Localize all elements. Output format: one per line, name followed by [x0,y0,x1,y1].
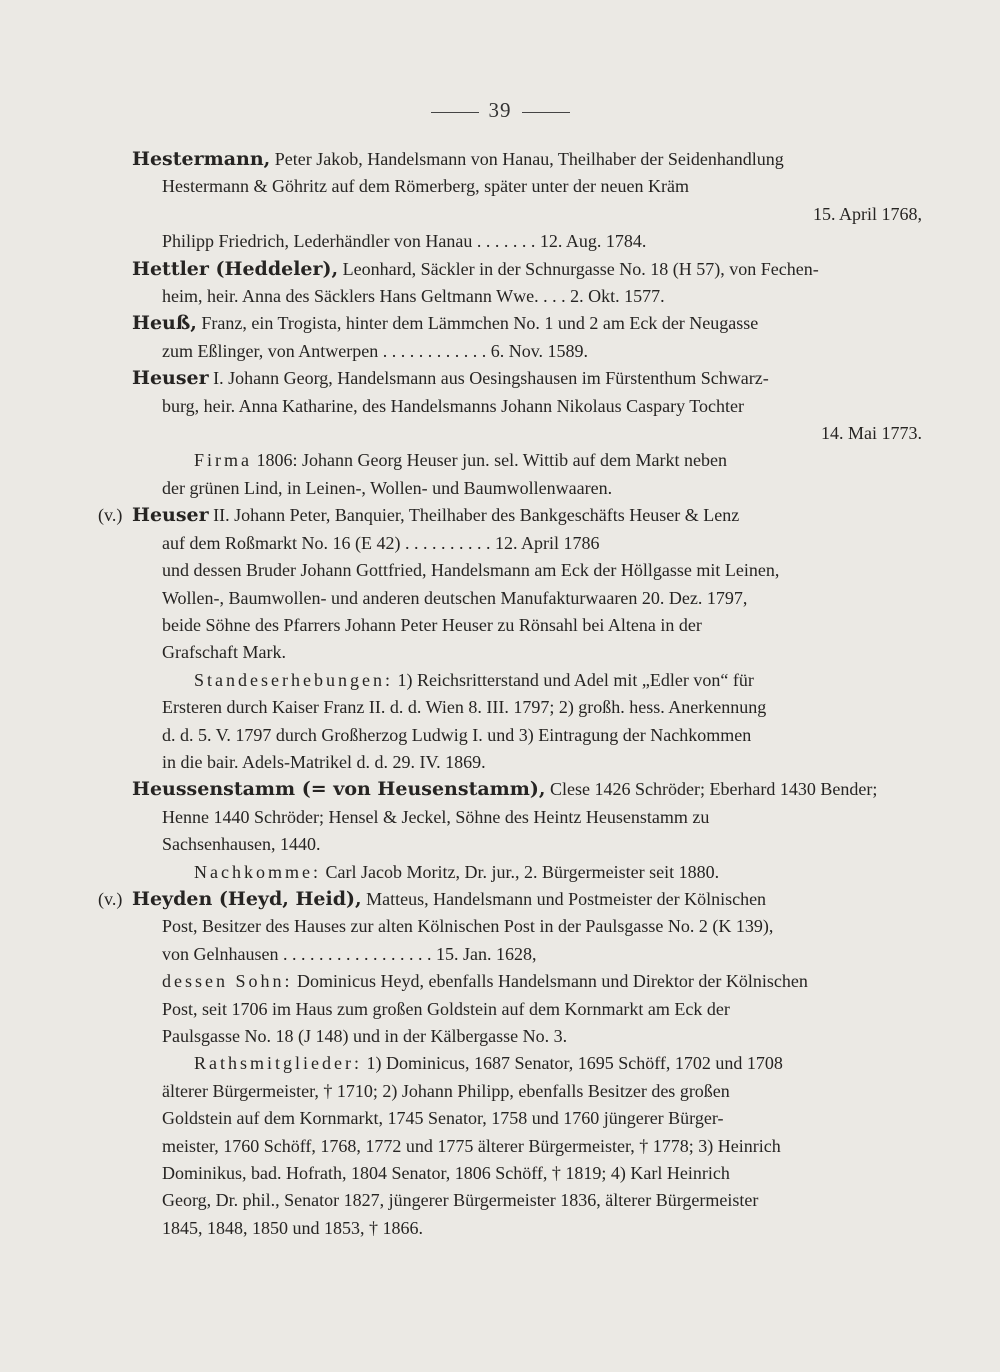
text-line: burg, heir. Anna Katharine, des Handelsmanns Johann Nikolaus Caspary Tochter [162,395,744,416]
text-line: Nachkomme: Carl Jacob Moritz, Dr. jur., 2. Bürgermeister seit 1880. [194,861,720,882]
text-line: Philipp Friedrich, Lederhändler von Hanau . . . . . . . 12. Aug. 1784. [162,231,647,252]
text-line: Heuser I. Johann Georg, Handelsmann aus Oesingshausen im Fürstenthum Schwarz- [132,367,769,390]
text-line: in die bair. Adels-Matrikel d. d. 29. IV. 1869. [162,751,486,772]
text-line: (v.) Heuser II. Johann Peter, Banquier, Theilhaber des Bankgeschäfts Heuser & Lenz [132,502,922,529]
entry-heading: Heuß, [132,312,197,335]
text-line: auf dem Roßmarkt No. 16 (E 42) . . . . . . . . . . 12. April 1786 [162,532,600,553]
text-line: d. d. 5. V. 1797 durch Großherzog Ludwig I. und 3) Eintragung der Nachkommen [162,724,752,745]
entry-heading: Heussenstamm (= von Heusenstamm), [132,778,546,801]
text-line: Ersteren durch Kaiser Franz II. d. d. Wien 8. III. 1797; 2) großh. hess. Anerkennung [162,697,767,718]
text-line: Heussenstamm (= von Heusenstamm), Clese 1426 Schröder; Eberhard 1430 Bender; [132,778,878,801]
page-header [0,98,1000,123]
text-line: Henne 1440 Schröder; Hensel & Jeckel, Söhne des Heintz Heusenstamm zu [162,806,710,827]
ornament-right-icon [522,112,570,113]
text-line: Dominikus, bad. Hofrath, 1804 Senator, 1806 Schöff, † 1819; 4) Karl Heinrich [162,1163,730,1184]
text-line: Hestermann, Peter Jakob, Handelsmann von Hanau, Theilhaber der Seidenhandlung [132,148,784,170]
text-line: 15. April 1768, [812,203,922,224]
entry-heading: Hestermann, [132,148,271,170]
text-line: meister, 1760 Schöff, 1768, 1772 und 1775 älterer Bürgermeister, † 1778; 3) Heinrich [162,1135,781,1156]
page-number: 39 [488,98,512,122]
entry-heading: Heuser [132,504,209,527]
text-line: Firma 1806: Johann Georg Heuser jun. sel. Wittib auf dem Markt neben [194,450,728,471]
entry-heading: Hettler (Heddeler), [132,257,339,280]
text-line: (v.) Heyden (Heyd, Heid), Matteus, Handelsmann und Postmeister der Kölnischen [132,886,922,913]
text-line: Heuß, Franz, ein Trogista, hinter dem Lämmchen No. 1 und 2 am Eck der Neugasse [132,312,759,335]
text-line: von Gelnhausen . . . . . . . . . . . . . . . . . 15. Jan. 1628, [162,943,537,964]
text-line: älterer Bürgermeister, † 1710; 2) Johann Philipp, ebenfalls Besitzer des großen [162,1080,730,1101]
text-line: dessen Sohn: Dominicus Heyd, ebenfalls Handelsmann und Direktor der Kölnischen [162,971,808,992]
entry-heading: Heuser [132,367,209,390]
text-line: Goldstein auf dem Kornmarkt, 1745 Senator, 1758 und 1760 jüngerer Bürger- [162,1108,724,1129]
text-line: und dessen Bruder Johann Gottfried, Handelsmann am Eck der Höllgasse mit Leinen, [162,560,780,581]
text-line: Standeserhebungen: 1) Reichsritterstand und Adel mit „Edler von“ für [194,669,754,690]
text-line: 1845, 1848, 1850 und 1853, † 1866. [162,1217,423,1238]
text-line: Post, seit 1706 im Haus zum großen Goldstein auf dem Kornmarkt am Eck der [162,998,730,1019]
text-line: der grünen Lind, in Leinen-, Wollen- und Baumwollenwaaren. [162,477,613,498]
text-line: Wollen-, Baumwollen- und anderen deutschen Manufakturwaaren 20. Dez. 1797, [162,587,748,608]
text-line: Sachsenhausen, 1440. [162,834,321,855]
text-line: heim, heir. Anna des Säcklers Hans Geltmann Wwe. . . . 2. Okt. 1577. [162,286,665,307]
nobility-mark: (v.) [98,888,123,909]
text-line: Paulsgasse No. 18 (J 148) und in der Kälbergasse No. 3. [162,1026,568,1046]
ornament-left-icon [431,112,479,113]
text-line: Georg, Dr. phil., Senator 1827, jüngerer Bürgermeister 1836, älterer Bürgermeister [162,1190,759,1211]
document-body [98,146,922,1242]
text-line: Hestermann & Göhritz auf dem Römerberg, später unter der neuen Kräm [162,176,689,197]
text-line: Rathsmitglieder: 1) Dominicus, 1687 Senator, 1695 Schöff, 1702 und 1708 [194,1053,783,1074]
text-line: 14. Mai 1773. [821,423,922,444]
text-line: beide Söhne des Pfarrers Johann Peter Heuser zu Rönsahl bei Altena in der [162,614,702,635]
text-line: Grafschaft Mark. [162,642,286,663]
nobility-mark: (v.) [98,505,123,526]
text-line: Hettler (Heddeler), Leonhard, Säckler in der Schnurgasse No. 18 (H 57), von Fechen- [132,257,819,280]
text-line: zum Eßlinger, von Antwerpen . . . . . . . . . . . . 6. Nov. 1589. [162,340,589,361]
text-line: Post, Besitzer des Hauses zur alten Kölnischen Post in der Paulsgasse No. 2 (K 139), [162,916,774,937]
entry-heading: Heyden (Heyd, Heid), [132,887,362,910]
